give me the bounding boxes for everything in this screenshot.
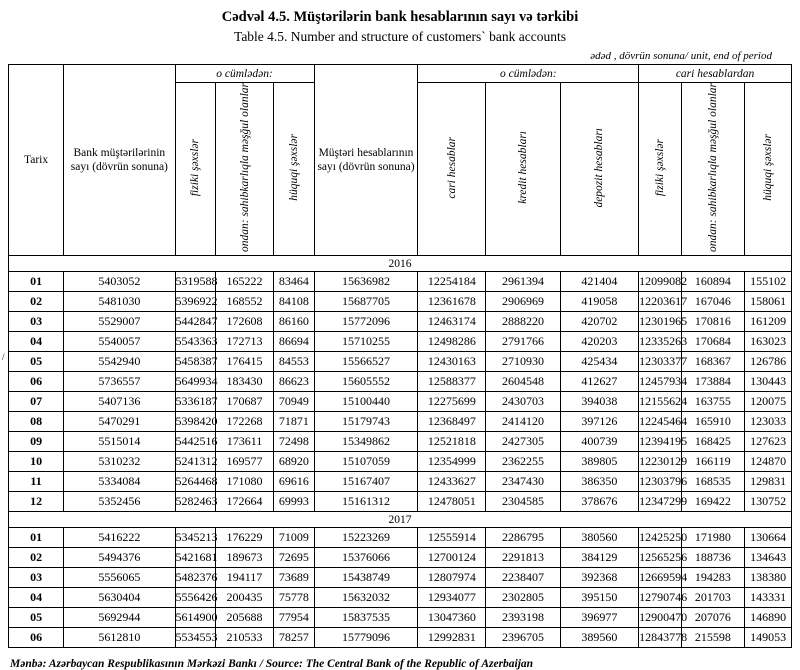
- cell-value: 146890: [745, 608, 792, 628]
- cell-value: 395150: [560, 588, 639, 608]
- cell-value: 5692944: [64, 608, 175, 628]
- table-row: [9, 392, 792, 412]
- cell-month: 02: [9, 292, 64, 312]
- table-row: [9, 332, 792, 352]
- cell-value: 15837535: [314, 608, 418, 628]
- cell-value: 12230129: [639, 452, 681, 472]
- cell-value: 173611: [215, 432, 273, 452]
- cell-value: 12463174: [418, 312, 486, 332]
- cell-value: 12394195: [639, 432, 681, 452]
- year-label: 2016: [9, 256, 792, 272]
- cell-value: 12245464: [639, 412, 681, 432]
- cell-value: 380560: [560, 528, 639, 548]
- cell-value: 163023: [745, 332, 792, 352]
- cell-month: 03: [9, 568, 64, 588]
- cell-value: 138380: [745, 568, 792, 588]
- cell-value: 170816: [681, 312, 745, 332]
- table-row: [9, 412, 792, 432]
- col-header-huquqi-1-label: hüquqi şəxslər: [287, 134, 300, 201]
- cell-value: 2304585: [486, 492, 560, 512]
- cell-value: 400739: [560, 432, 639, 452]
- table-row: [9, 492, 792, 512]
- table-row: [9, 312, 792, 332]
- cell-value: 12433627: [418, 472, 486, 492]
- cell-value: 149053: [745, 628, 792, 648]
- cell-value: 15687705: [314, 292, 418, 312]
- cell-value: 397126: [560, 412, 639, 432]
- cell-month: 06: [9, 628, 64, 648]
- cell-month: 08: [9, 412, 64, 432]
- cell-value: 12807974: [418, 568, 486, 588]
- cell-value: 5396922: [175, 292, 215, 312]
- cell-value: 15772096: [314, 312, 418, 332]
- cell-value: 123033: [745, 412, 792, 432]
- cell-value: 126786: [745, 352, 792, 372]
- cell-value: 71871: [274, 412, 314, 432]
- col-header-fiziki-2-label: fiziki şəxslər: [653, 138, 666, 197]
- cell-value: 15710255: [314, 332, 418, 352]
- cell-value: 168535: [681, 472, 745, 492]
- cell-value: 2291813: [486, 548, 560, 568]
- table-row: [9, 292, 792, 312]
- cell-value: 2427305: [486, 432, 560, 452]
- cell-value: 5458387: [175, 352, 215, 372]
- cell-value: 129831: [745, 472, 792, 492]
- cell-value: 69616: [274, 472, 314, 492]
- cell-value: 84553: [274, 352, 314, 372]
- cell-month: 07: [9, 392, 64, 412]
- cell-value: 13047360: [418, 608, 486, 628]
- cell-value: 425434: [560, 352, 639, 372]
- cell-value: 2347430: [486, 472, 560, 492]
- bank-accounts-table: [8, 64, 792, 648]
- table-row: [9, 272, 792, 292]
- cell-value: 15167407: [314, 472, 418, 492]
- cell-value: 12303796: [639, 472, 681, 492]
- cell-value: 171980: [681, 528, 745, 548]
- cell-value: 143331: [745, 588, 792, 608]
- col-header-huquqi-1: [274, 83, 314, 256]
- cell-value: 2393198: [486, 608, 560, 628]
- cell-value: 5630404: [64, 588, 175, 608]
- cell-month: 06: [9, 372, 64, 392]
- cell-value: 166119: [681, 452, 745, 472]
- cell-value: 183430: [215, 372, 273, 392]
- cell-value: 86694: [274, 332, 314, 352]
- cell-value: 2961394: [486, 272, 560, 292]
- cell-value: 172268: [215, 412, 273, 432]
- cell-value: 412627: [560, 372, 639, 392]
- cell-value: 5614900: [175, 608, 215, 628]
- cell-value: 160894: [681, 272, 745, 292]
- cell-value: 158061: [745, 292, 792, 312]
- cell-value: 161209: [745, 312, 792, 332]
- cell-value: 163755: [681, 392, 745, 412]
- cell-value: 5282463: [175, 492, 215, 512]
- col-header-huquqi-2: [745, 83, 792, 256]
- cell-month: 03: [9, 312, 64, 332]
- cell-value: 2414120: [486, 412, 560, 432]
- cell-value: 120075: [745, 392, 792, 412]
- cell-value: 68920: [274, 452, 314, 472]
- table-row: [9, 608, 792, 628]
- cell-value: 2888220: [486, 312, 560, 332]
- cell-value: 201703: [681, 588, 745, 608]
- cell-value: 5534553: [175, 628, 215, 648]
- cell-month: 11: [9, 472, 64, 492]
- cell-value: 86160: [274, 312, 314, 332]
- col-header-accounts-total: Müştəri hesablarının sayı (dövrün sonuna): [314, 65, 418, 256]
- cell-month: 04: [9, 332, 64, 352]
- cell-value: 2906969: [486, 292, 560, 312]
- year-row: [9, 512, 792, 528]
- cell-value: 5494376: [64, 548, 175, 568]
- table-row: [9, 528, 792, 548]
- cell-value: 12669594: [639, 568, 681, 588]
- col-header-sahibkar-2-label: ondan: sahibkarlıqla məşğul olanlar: [706, 83, 719, 252]
- header-group-row: [9, 65, 792, 83]
- cell-value: 5416222: [64, 528, 175, 548]
- cell-month: 05: [9, 608, 64, 628]
- cell-value: 12565256: [639, 548, 681, 568]
- col-header-cari: [418, 83, 486, 256]
- cell-value: 12335263: [639, 332, 681, 352]
- cell-value: 12361678: [418, 292, 486, 312]
- cell-value: 2791766: [486, 332, 560, 352]
- cell-value: 130752: [745, 492, 792, 512]
- col-header-sahibkar-1-label: ondan: sahibkarlıqla məşğul olanlar: [238, 83, 251, 252]
- col-header-fiziki-2: [639, 83, 681, 256]
- cell-month: 01: [9, 528, 64, 548]
- cell-value: 15566527: [314, 352, 418, 372]
- cell-value: 389805: [560, 452, 639, 472]
- cell-value: 5556065: [64, 568, 175, 588]
- cell-value: 5540057: [64, 332, 175, 352]
- cell-value: 194117: [215, 568, 273, 588]
- cell-value: 165222: [215, 272, 273, 292]
- cell-value: 12303377: [639, 352, 681, 372]
- table-row: [9, 548, 792, 568]
- cell-value: 78257: [274, 628, 314, 648]
- cell-value: 172608: [215, 312, 273, 332]
- col-header-tarix: Tarix: [9, 65, 64, 256]
- cell-value: 396977: [560, 608, 639, 628]
- cell-value: 5345213: [175, 528, 215, 548]
- cell-value: 5334084: [64, 472, 175, 492]
- cell-value: 12368497: [418, 412, 486, 432]
- cell-value: 5442847: [175, 312, 215, 332]
- cell-month: 09: [9, 432, 64, 452]
- cell-value: 15223269: [314, 528, 418, 548]
- cell-value: 5241312: [175, 452, 215, 472]
- cell-value: 5403052: [64, 272, 175, 292]
- cell-value: 15349862: [314, 432, 418, 452]
- cell-value: 2604548: [486, 372, 560, 392]
- cell-value: 12430163: [418, 352, 486, 372]
- cell-value: 5556426: [175, 588, 215, 608]
- unit-note: ədəd , dövrün sonuna/ unit, end of period: [590, 50, 772, 62]
- year-label: 2017: [9, 512, 792, 528]
- cell-value: 420203: [560, 332, 639, 352]
- cell-value: 15100440: [314, 392, 418, 412]
- col-header-depozit-label: depozit hesabları: [593, 127, 606, 208]
- cell-value: 167046: [681, 292, 745, 312]
- cell-value: 419058: [560, 292, 639, 312]
- table-row: [9, 588, 792, 608]
- cell-value: 12457934: [639, 372, 681, 392]
- cell-value: 12478051: [418, 492, 486, 512]
- title-english: Table 4.5. Number and structure of customers` bank accounts: [234, 29, 566, 44]
- cell-value: 189673: [215, 548, 273, 568]
- cell-value: 5482376: [175, 568, 215, 588]
- cell-value: 5398420: [175, 412, 215, 432]
- cell-value: 378676: [560, 492, 639, 512]
- cell-value: 168425: [681, 432, 745, 452]
- table-row: [9, 568, 792, 588]
- cell-value: 12498286: [418, 332, 486, 352]
- table-body: [9, 256, 792, 648]
- cell-value: 207076: [681, 608, 745, 628]
- cell-value: 188736: [681, 548, 745, 568]
- cell-value: 172713: [215, 332, 273, 352]
- cell-value: 172664: [215, 492, 273, 512]
- cell-value: 83464: [274, 272, 314, 292]
- cell-value: 12301965: [639, 312, 681, 332]
- cell-value: 200435: [215, 588, 273, 608]
- cell-value: 5421681: [175, 548, 215, 568]
- cell-month: 05: [9, 352, 64, 372]
- col-header-bank-customers: Bank müştərilərinin sayı (dövrün sonuna): [64, 65, 175, 256]
- cell-value: 194283: [681, 568, 745, 588]
- cell-value: 134643: [745, 548, 792, 568]
- cell-value: 165910: [681, 412, 745, 432]
- col-header-huquqi-2-label: hüquqi şəxslər: [762, 134, 775, 201]
- cell-value: 5352456: [64, 492, 175, 512]
- cell-month: 02: [9, 548, 64, 568]
- cell-value: 5612810: [64, 628, 175, 648]
- cell-value: 12354999: [418, 452, 486, 472]
- cell-value: 170684: [681, 332, 745, 352]
- cell-value: 386350: [560, 472, 639, 492]
- cell-value: 86623: [274, 372, 314, 392]
- cell-value: 130443: [745, 372, 792, 392]
- table-row: [9, 432, 792, 452]
- cell-value: 12992831: [418, 628, 486, 648]
- stray-mark: /: [2, 352, 5, 362]
- cell-value: 77954: [274, 608, 314, 628]
- cell-value: 75778: [274, 588, 314, 608]
- cell-value: 15605552: [314, 372, 418, 392]
- cell-value: 5529007: [64, 312, 175, 332]
- cell-value: 15107059: [314, 452, 418, 472]
- cell-value: 12347299: [639, 492, 681, 512]
- cell-value: 173884: [681, 372, 745, 392]
- cell-value: 73689: [274, 568, 314, 588]
- cell-value: 5310232: [64, 452, 175, 472]
- cell-month: 01: [9, 272, 64, 292]
- cell-value: 15636982: [314, 272, 418, 292]
- table-row: [9, 472, 792, 492]
- title-azerbaijani: Cədvəl 4.5. Müştərilərin bank hesablarının sayı və tərkibi: [221, 9, 579, 25]
- cell-value: 72498: [274, 432, 314, 452]
- cell-value: 72695: [274, 548, 314, 568]
- cell-value: 12843778: [639, 628, 681, 648]
- cell-value: 2362255: [486, 452, 560, 472]
- cell-value: 176415: [215, 352, 273, 372]
- group-header-3: cari hesablardan: [639, 65, 792, 83]
- cell-value: 12790746: [639, 588, 681, 608]
- cell-value: 2396705: [486, 628, 560, 648]
- cell-value: 169422: [681, 492, 745, 512]
- cell-value: 2710930: [486, 352, 560, 372]
- cell-value: 210533: [215, 628, 273, 648]
- cell-value: 127623: [745, 432, 792, 452]
- cell-month: 10: [9, 452, 64, 472]
- col-header-fiziki-1: [175, 83, 215, 256]
- year-row: [9, 256, 792, 272]
- cell-value: 5336187: [175, 392, 215, 412]
- col-header-depozit: [560, 83, 639, 256]
- cell-value: 12588377: [418, 372, 486, 392]
- col-header-fiziki-1-label: fiziki şəxslər: [189, 138, 202, 197]
- source-note: Mənbə: Azərbaycan Respublikasının Mərkəzi Bankı / Source: The Central Bank of the Republic of Azerbaijan: [10, 658, 534, 670]
- cell-value: 5543363: [175, 332, 215, 352]
- cell-value: 205688: [215, 608, 273, 628]
- col-header-cari-label: cari hesablar: [445, 136, 458, 199]
- cell-month: 04: [9, 588, 64, 608]
- cell-value: 170687: [215, 392, 273, 412]
- cell-value: 168552: [215, 292, 273, 312]
- cell-value: 384129: [560, 548, 639, 568]
- cell-value: 15161312: [314, 492, 418, 512]
- cell-value: 5470291: [64, 412, 175, 432]
- cell-value: 2430703: [486, 392, 560, 412]
- cell-value: 5264468: [175, 472, 215, 492]
- cell-value: 12155624: [639, 392, 681, 412]
- table-row: [9, 372, 792, 392]
- cell-value: 12521818: [418, 432, 486, 452]
- cell-value: 70949: [274, 392, 314, 412]
- cell-value: 5736557: [64, 372, 175, 392]
- cell-value: 392368: [560, 568, 639, 588]
- cell-value: 171080: [215, 472, 273, 492]
- group-header-2: o cümlədən:: [418, 65, 639, 83]
- cell-value: 15376066: [314, 548, 418, 568]
- cell-value: 12934077: [418, 588, 486, 608]
- cell-value: 5407136: [64, 392, 175, 412]
- cell-value: 421404: [560, 272, 639, 292]
- cell-month: 12: [9, 492, 64, 512]
- cell-value: 5515014: [64, 432, 175, 452]
- cell-value: 12900470: [639, 608, 681, 628]
- group-header-1: o cümlədən:: [175, 65, 314, 83]
- cell-value: 12275699: [418, 392, 486, 412]
- cell-value: 5542940: [64, 352, 175, 372]
- col-header-kredit: [486, 83, 560, 256]
- table-row: [9, 452, 792, 472]
- cell-value: 15779096: [314, 628, 418, 648]
- cell-value: 69993: [274, 492, 314, 512]
- cell-value: 15632032: [314, 588, 418, 608]
- cell-value: 5649934: [175, 372, 215, 392]
- col-header-sahibkar-1: [215, 83, 273, 256]
- cell-value: 12254184: [418, 272, 486, 292]
- col-header-sahibkar-2: [681, 83, 745, 256]
- col-header-kredit-label: kredit hesabları: [517, 131, 529, 204]
- cell-value: 2286795: [486, 528, 560, 548]
- cell-value: 5319588: [175, 272, 215, 292]
- cell-value: 420702: [560, 312, 639, 332]
- cell-value: 215598: [681, 628, 745, 648]
- cell-value: 169577: [215, 452, 273, 472]
- cell-value: 71009: [274, 528, 314, 548]
- cell-value: 389560: [560, 628, 639, 648]
- cell-value: 176229: [215, 528, 273, 548]
- cell-value: 12203617: [639, 292, 681, 312]
- cell-value: 168367: [681, 352, 745, 372]
- cell-value: 15438749: [314, 568, 418, 588]
- cell-value: 394038: [560, 392, 639, 412]
- cell-value: 2302805: [486, 588, 560, 608]
- cell-value: 124870: [745, 452, 792, 472]
- cell-value: 12099082: [639, 272, 681, 292]
- cell-value: 5481030: [64, 292, 175, 312]
- cell-value: 84108: [274, 292, 314, 312]
- cell-value: 130664: [745, 528, 792, 548]
- cell-value: 12700124: [418, 548, 486, 568]
- cell-value: 12555914: [418, 528, 486, 548]
- table-row: [9, 352, 792, 372]
- cell-value: 155102: [745, 272, 792, 292]
- cell-value: 15179743: [314, 412, 418, 432]
- cell-value: 12425250: [639, 528, 681, 548]
- cell-value: 5442516: [175, 432, 215, 452]
- cell-value: 2238407: [486, 568, 560, 588]
